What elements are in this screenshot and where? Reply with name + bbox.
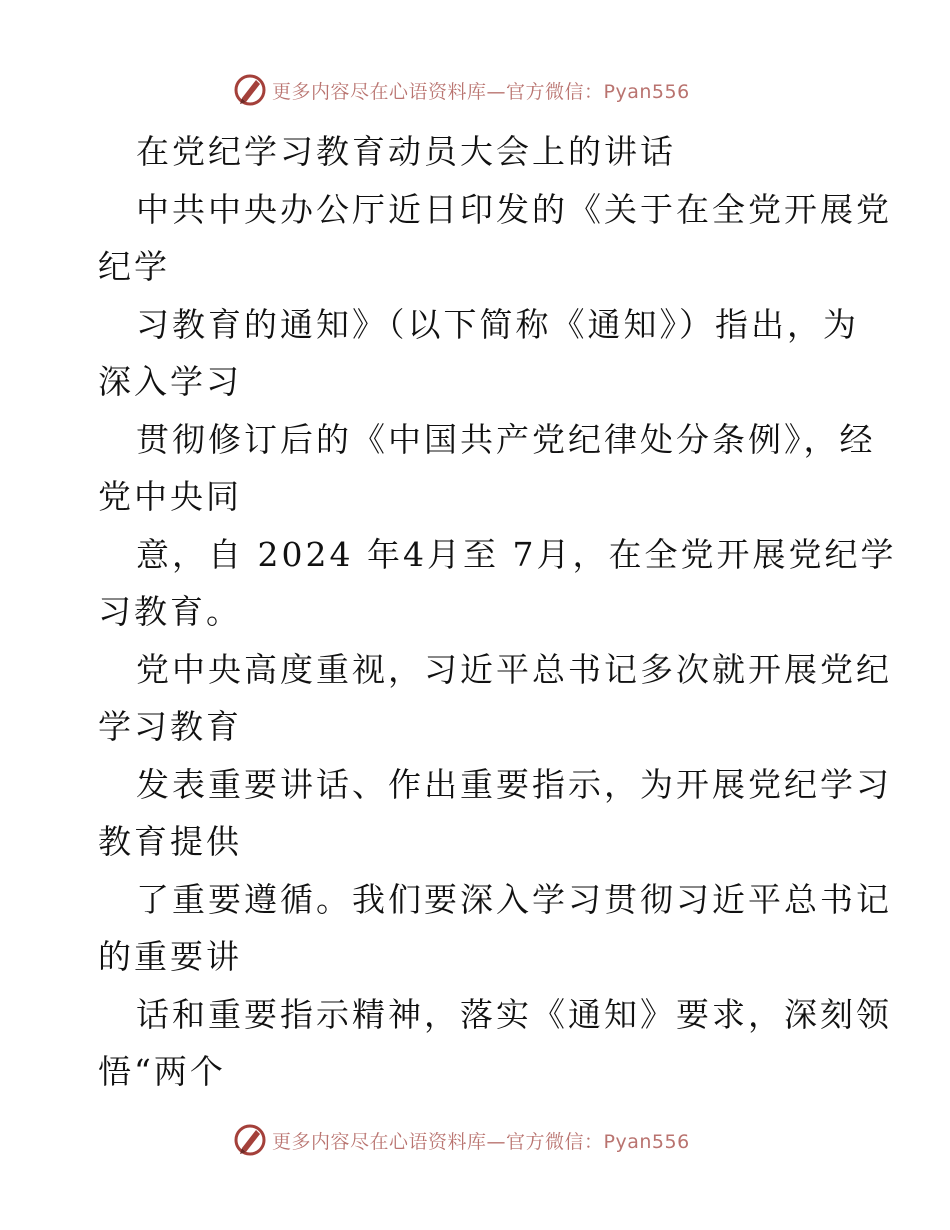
text-line: 学习教育 bbox=[98, 707, 242, 746]
text-line: 在党纪学习教育动员大会上的讲话 bbox=[136, 132, 676, 171]
text-line: 的重要讲 bbox=[98, 937, 242, 976]
text-line: 习教育的通知》（以下简称《通知》）指出，为 bbox=[136, 304, 859, 344]
pen-logo-icon bbox=[232, 72, 268, 108]
text-line: 发表重要讲话、作出重要指示，为开展党纪学习 bbox=[136, 764, 892, 804]
text-line: 中共中央办公厅近日印发的《关于在全党开展党 bbox=[136, 189, 892, 229]
text-line: 党中央高度重视，习近平总书记多次就开展党纪 bbox=[136, 649, 892, 689]
text-line: 纪学 bbox=[98, 247, 170, 286]
text-line: 悟“两个 bbox=[98, 1052, 226, 1091]
banner-text: 更多内容尽在心语资料库—官方微信：Pyan556 bbox=[272, 80, 690, 103]
banner-text: 更多内容尽在心语资料库—官方微信：Pyan556 bbox=[272, 1130, 690, 1153]
document-body bbox=[98, 123, 897, 1101]
text-line: 习教育。 bbox=[98, 592, 242, 631]
text-line: 话和重要指示精神，落实《通知》要求，深刻领 bbox=[136, 994, 892, 1034]
text-line: 党中央同 bbox=[98, 477, 242, 516]
footer-banner bbox=[232, 1121, 690, 1159]
text-line: 意，自 2024 年4月至 7月，在全党开展党纪学 bbox=[136, 534, 897, 574]
text-line: 深入学习 bbox=[98, 362, 242, 401]
text-line: 贯彻修订后的《中国共产党纪律处分条例》，经 bbox=[136, 419, 876, 459]
header-banner bbox=[232, 71, 690, 109]
text-line: 了重要遵循。我们要深入学习贯彻习近平总书记 bbox=[136, 879, 892, 919]
pen-logo-icon bbox=[232, 1122, 268, 1158]
text-line: 教育提供 bbox=[98, 822, 242, 861]
